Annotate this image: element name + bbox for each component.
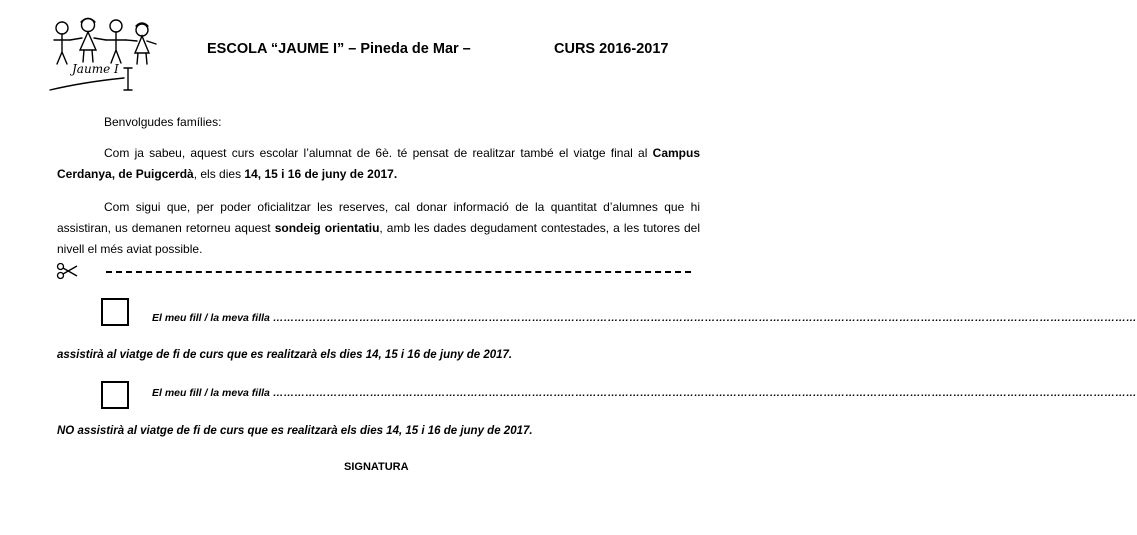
cut-line — [106, 271, 691, 273]
p1-dates: 14, 15 i 16 de juny de 2017. — [244, 167, 398, 181]
scissors-icon — [56, 262, 78, 280]
option2-line — [152, 387, 1137, 399]
school-title: ESCOLA “JAUME I” – Pineda de Mar – — [207, 41, 471, 57]
option1-statement: assistirà al viatge de fi de curs que es realitzarà els dies 14, 15 i 16 de juny de 2017. — [57, 349, 513, 361]
p2-text-c: , amb les dades degudament contestades, a les tutores del nivell el més aviat possible. — [57, 221, 700, 256]
signature-label: SIGNATURA — [344, 461, 409, 473]
p1-campus: Campus Cerdanya, de Puigcerdà — [57, 146, 700, 181]
logo-text: Jaume I — [72, 62, 119, 76]
option2-label: El meu fill / la meva filla — [152, 387, 270, 399]
attend-checkbox[interactable] — [101, 298, 129, 326]
p1-text-a: Com ja sabeu, aquest curs escolar l’alumnat de 6è. té pensat de realitzar també el viatge final al — [104, 146, 653, 160]
option2-statement: NO assistirà al viatge de fi de curs que es realitzarà els dies 14, 15 i 16 de juny de 2017. — [57, 425, 533, 437]
not-attend-checkbox[interactable] — [101, 381, 129, 409]
option1-fill-line[interactable]: …………………………………………………………………………………………………………………………………………………………………………………………………………………… — [272, 312, 1137, 324]
option1-label: El meu fill / la meva filla — [152, 312, 270, 324]
paragraph-1 — [57, 143, 700, 185]
school-year: CURS 2016-2017 — [554, 41, 669, 57]
option2-fill-line[interactable]: …………………………………………………………………………………………………………………………………………………………………………………………………………………… — [272, 387, 1137, 399]
option1-line — [152, 312, 1137, 324]
greeting: Benvolgudes famílies: — [104, 115, 222, 129]
p2-sondeig: sondeig orientatiu — [274, 221, 380, 235]
p2-text-a: Com sigui que, per poder oficialitzar les reserves, cal donar informació de la quantitat d’alumnes que hi assistiran, us demanen retorneu aquest — [57, 200, 700, 235]
paragraph-2 — [57, 197, 700, 260]
school-logo — [44, 16, 164, 96]
p1-text-c: , els dies — [193, 167, 245, 181]
